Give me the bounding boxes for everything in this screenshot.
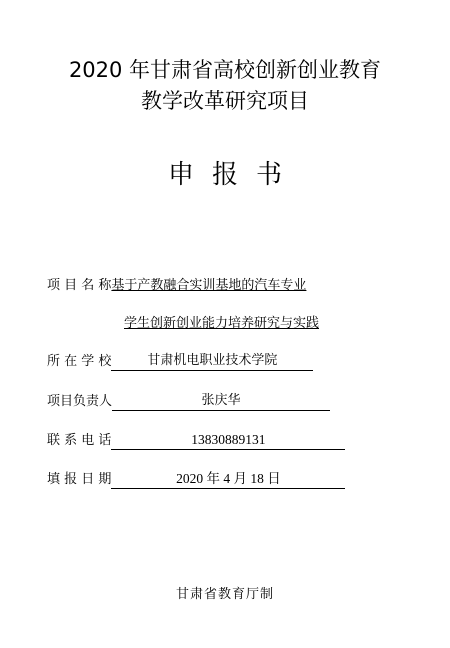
project-name-value-line-2: 学生创新创业能力培养研究与实践 (124, 316, 320, 331)
project-name-label: 项 目 名 称 (47, 278, 112, 293)
document-type-heading: 申报书 (167, 160, 300, 190)
phone-row (47, 431, 345, 450)
school-value: 甘肃机电职业技术学院 (111, 352, 313, 371)
project-name-row (47, 277, 351, 295)
project-leader-label: 项目负责人 (47, 394, 113, 409)
issuer-footer: 甘肃省教育厅制 (175, 587, 274, 602)
phone-value: 13830889131 (111, 431, 345, 450)
document-title-line-1: 2020 年甘肃省高校创新创业教育 (68, 58, 382, 82)
fill-date-label: 填 报 日 期 (47, 472, 112, 487)
school-label: 所 在 学 校 (47, 354, 112, 369)
phone-label: 联 系 电 话 (47, 433, 112, 448)
project-name-row-continued (124, 315, 359, 333)
project-name-value-line-1: 基于产教融合实训基地的汽车专业 (111, 278, 307, 293)
fill-date-row (47, 470, 345, 489)
project-leader-value: 张庆华 (112, 392, 330, 411)
school-row (47, 352, 313, 371)
document-title-line-2: 教学改革研究项目 (141, 89, 309, 113)
fill-date-value: 2020 年 4 月 18 日 (111, 470, 345, 489)
project-leader-row (47, 392, 330, 411)
